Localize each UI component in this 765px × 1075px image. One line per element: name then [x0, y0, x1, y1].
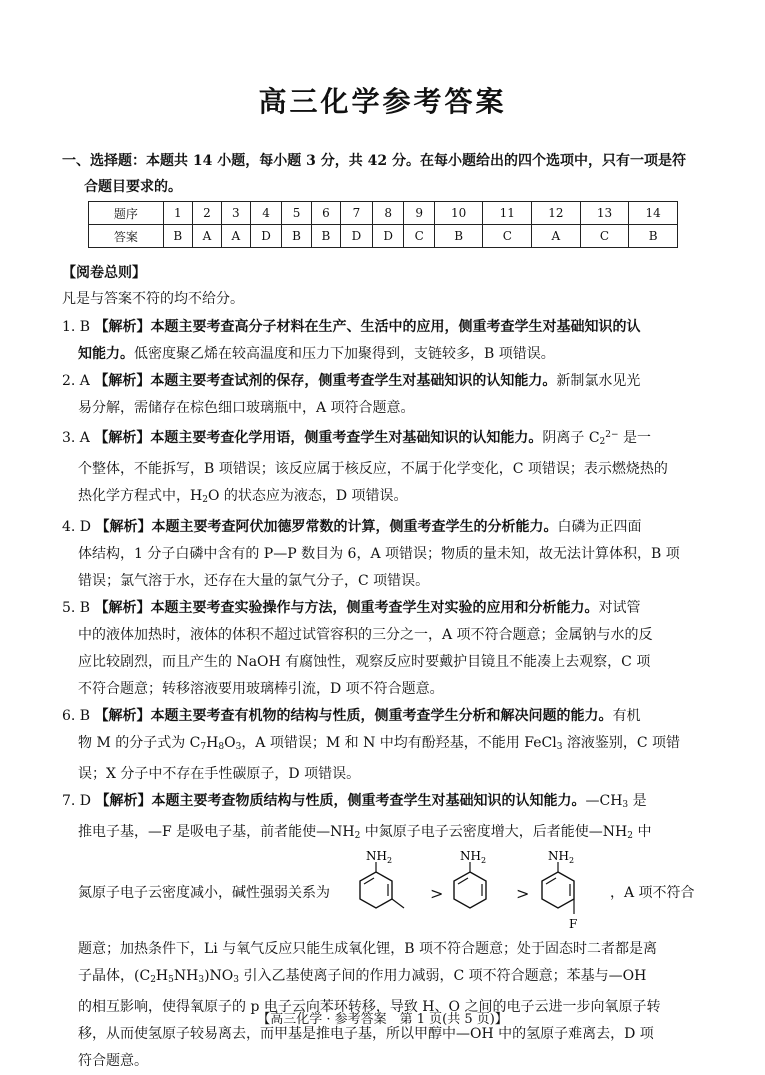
subscript: 3: [622, 800, 629, 810]
question-number: 7. D: [62, 793, 92, 809]
question-number-cell: 6: [311, 202, 340, 225]
question-number: 2. A: [62, 373, 90, 389]
analysis-text: 移，从而使氢原子较易离去，而甲基是推电子基，所以甲醇中—OH 中的氢原子难离去，D 项: [78, 1026, 654, 1042]
analysis-text: 符合题意。: [78, 1053, 148, 1069]
superscript: 2−: [605, 430, 619, 440]
analysis-text: 中氮原子电子云密度增大，后者能使—NH: [360, 824, 628, 840]
question-number-cell: 5: [282, 202, 311, 225]
analysis-summary: 本题主要考查实验操作与方法，侧重考查学生对实验的应用和分析能力。: [150, 600, 599, 616]
analysis-text: —CH: [585, 793, 623, 809]
analysis-text: 氮原子电子云密度减小，碱性强弱关系为: [78, 885, 330, 901]
answer-cell: B: [434, 225, 483, 248]
analysis-text: 的相互影响，使得氧原子的 p 电子云向苯环转移，导致 H、O 之间的电子云进一步向氧原子转: [78, 999, 661, 1015]
analysis-summary: 本题主要考查有机物的结构与性质，侧重考查学生分析和解决问题的能力。: [150, 708, 613, 724]
subscript: 3: [233, 975, 240, 985]
analysis-text: 对试管: [598, 600, 641, 616]
subscript: 2: [568, 856, 575, 865]
question-number-cell: 10: [434, 202, 483, 225]
question-number: 3. A: [62, 430, 90, 446]
analysis-text: O: [224, 735, 236, 751]
analysis-tag: 【解析】: [94, 430, 151, 446]
answer-cell: C: [580, 225, 629, 248]
answer-cell: A: [221, 225, 250, 248]
explanation-2: [62, 368, 702, 422]
explanation-1: [62, 314, 702, 368]
analysis-text: 不符合题意；转移溶液要用玻璃棒引流，D 项不符合题意。: [78, 681, 444, 697]
answer-cell: B: [629, 225, 678, 248]
answer-cell: D: [341, 225, 373, 248]
analysis-tag: 【解析】: [94, 319, 151, 335]
subscript: 3: [556, 742, 563, 752]
answer-table: [88, 201, 678, 248]
question-number-cell: 1: [163, 202, 192, 225]
question-number-cell: 13: [580, 202, 629, 225]
question-number-cell: 14: [629, 202, 678, 225]
subscript: 3: [198, 975, 205, 985]
subscript: 5: [168, 975, 174, 985]
amino-label: $NH_2$: [548, 850, 575, 865]
question-row-label: 题序: [89, 202, 164, 225]
analysis-text: H: [206, 735, 219, 751]
answer-cell: A: [193, 225, 222, 248]
subscript: 2: [480, 856, 487, 865]
analysis-summary: 本题主要考查阿伏加德罗常数的计算，侧重考查学生的分析能力。: [151, 519, 558, 535]
analysis-text: )NO: [204, 968, 234, 984]
answer-cell: C: [483, 225, 532, 248]
analysis-summary-cont: 知能力。: [78, 346, 134, 362]
analysis-tag: 【解析】: [94, 373, 151, 389]
analysis-text: 易分解，需储存在棕色细口玻璃瓶中，A 项符合题意。: [78, 400, 415, 416]
subscript: 2: [150, 975, 156, 985]
analysis-text: 推电子基，—F 是吸电子基，前者能使—NH: [78, 824, 355, 840]
question-number: 1. B: [62, 319, 91, 335]
analysis-tag: 【解析】: [94, 600, 151, 616]
explanations: [62, 314, 702, 1075]
amino-label: $NH_2$: [460, 850, 487, 865]
analysis-summary: 本题主要考查高分子材料在生产、生活中的应用，侧重考查学生对基础知识的认: [150, 319, 641, 335]
aniline-structure: [446, 850, 506, 936]
rules-text: 凡是与答案不符的均不给分。: [62, 291, 244, 307]
analysis-text: NH: [173, 968, 199, 984]
section-line-1: 一、选择题：本题共 14 小题，每小题 3 分，共 42 分。在每小题给出的四个选项中，只有一项是符: [62, 153, 686, 169]
answer-cell: B: [163, 225, 192, 248]
fluoroaniline-structure: [534, 850, 604, 936]
question-number-cell: 9: [404, 202, 434, 225]
greater-than: >: [516, 884, 530, 903]
subscript: 2: [386, 856, 393, 865]
section-instructions: [62, 148, 702, 200]
analysis-text: 溶液鉴别，C 项错: [562, 735, 681, 751]
explanation-5: [62, 595, 702, 703]
greater-than: >: [430, 884, 444, 903]
answer-cell: B: [311, 225, 340, 248]
analysis-text: 新制氯水见光: [556, 373, 641, 389]
analysis-text: 个整体，不能拆写，B 项错误；该反应属于核反应，不属于化学变化，C 项错误；表示燃烧热的: [78, 461, 668, 477]
analysis-text: 中: [633, 824, 652, 840]
subscript: 2: [202, 495, 208, 505]
question-number-cell: 8: [372, 202, 404, 225]
section-line-2: 合题目要求的。: [84, 179, 182, 195]
analysis-tag: 【解析】: [95, 519, 152, 535]
o-toluidine-structure: [352, 850, 422, 936]
analysis-text: 体结构，1 分子白磷中含有的 P—P 数目为 6，A 项错误；物质的量未知，故无法计算体积，B 项: [78, 546, 680, 562]
analysis-text: 题意；加热条件下，Li 与氧气反应只能生成氧化锂，B 项不符合题意；处于固态时二者都是离: [78, 941, 657, 957]
rules-heading: 【阅卷总则】: [62, 265, 146, 281]
analysis-text: 低密度聚乙烯在较高温度和压力下加聚得到，支链较多，B 项错误。: [134, 346, 555, 362]
analysis-summary: 本题主要考查物质结构与性质，侧重考查学生对基础知识的认知能力。: [151, 793, 586, 809]
explanation-4: [62, 514, 702, 595]
analysis-text: O 的状态应为液态，D 项错误。: [207, 488, 408, 504]
analysis-text: ，A 项不符合: [610, 885, 695, 901]
question-number: 5. B: [62, 600, 91, 616]
question-number: 4. D: [62, 519, 92, 535]
analysis-text: 阴离子 C: [542, 430, 600, 446]
subscript: 2: [599, 437, 606, 447]
question-number: 6. B: [62, 708, 91, 724]
analysis-text: 是一: [618, 430, 652, 446]
subscript: 8: [218, 742, 225, 752]
question-number-cell: 7: [341, 202, 373, 225]
subscript: 3: [235, 742, 242, 752]
explanation-6: [62, 703, 702, 788]
analysis-text: 子晶体，(C: [78, 968, 151, 984]
subscript: 2: [354, 831, 361, 841]
amino-label: $NH_2$: [366, 850, 393, 865]
explanation-3: [62, 422, 702, 514]
page-footer: 【高三化学 · 参考答案 第 1 页(共 5 页)】: [257, 1012, 508, 1027]
analysis-text: 中的液体加热时，液体的体积不超过试管容积的三分之一，A 项不符合题意；金属钠与水的反: [78, 627, 653, 643]
question-number-cell: 4: [250, 202, 282, 225]
analysis-text: 应比较剧烈，而且产生的 NaOH 有腐蚀性，观察反应时要戴护目镜且不能凑上去观察，C 项: [78, 654, 651, 670]
analysis-tag: 【解析】: [95, 793, 152, 809]
analysis-text: 物 M 的分子式为 C: [78, 735, 201, 751]
analysis-text: 引入乙基使离子间的作用力减弱，C 项不符合题意；苯基与—OH: [239, 968, 647, 984]
answer-row-label: 答案: [89, 225, 164, 248]
analysis-text: H: [155, 968, 169, 984]
question-number-cell: 2: [193, 202, 222, 225]
analysis-text: 误；X 分子中不存在手性碳原子，D 项错误。: [78, 766, 361, 782]
answer-cell: D: [372, 225, 404, 248]
analysis-tag: 【解析】: [94, 708, 151, 724]
subscript: 2: [627, 831, 634, 841]
analysis-text: 有机: [612, 708, 641, 724]
answer-row: [89, 225, 678, 248]
analysis-text: ，A 项错误；M 和 N 中均有酚羟基，不能用 FeCl: [241, 735, 557, 751]
subscript: 7: [200, 742, 207, 752]
page-title: 高三化学参考答案: [258, 85, 507, 118]
answer-cell: C: [404, 225, 434, 248]
analysis-text: 白磷为正四面: [557, 519, 642, 535]
analysis-summary: 本题主要考查化学用语，侧重考查学生对基础知识的认知能力。: [150, 430, 543, 446]
question-number-cell: 12: [532, 202, 581, 225]
analysis-text: 错误；氯气溶于水，还存在大量的氯气分子，C 项错误。: [78, 573, 430, 589]
answer-cell: A: [532, 225, 581, 248]
answer-cell: D: [250, 225, 282, 248]
analysis-summary: 本题主要考查试剂的保存，侧重考查学生对基础知识的认知能力。: [150, 373, 557, 389]
analysis-text: 是: [628, 793, 647, 809]
question-number-cell: 11: [483, 202, 532, 225]
analysis-text: 热化学方程式中，H: [78, 488, 203, 504]
explanation-7: [62, 788, 702, 1075]
basicity-comparison: [62, 850, 702, 936]
answer-cell: B: [282, 225, 311, 248]
question-number-row: [89, 202, 678, 225]
fluoro-label: F: [569, 917, 578, 931]
question-number-cell: 3: [221, 202, 250, 225]
